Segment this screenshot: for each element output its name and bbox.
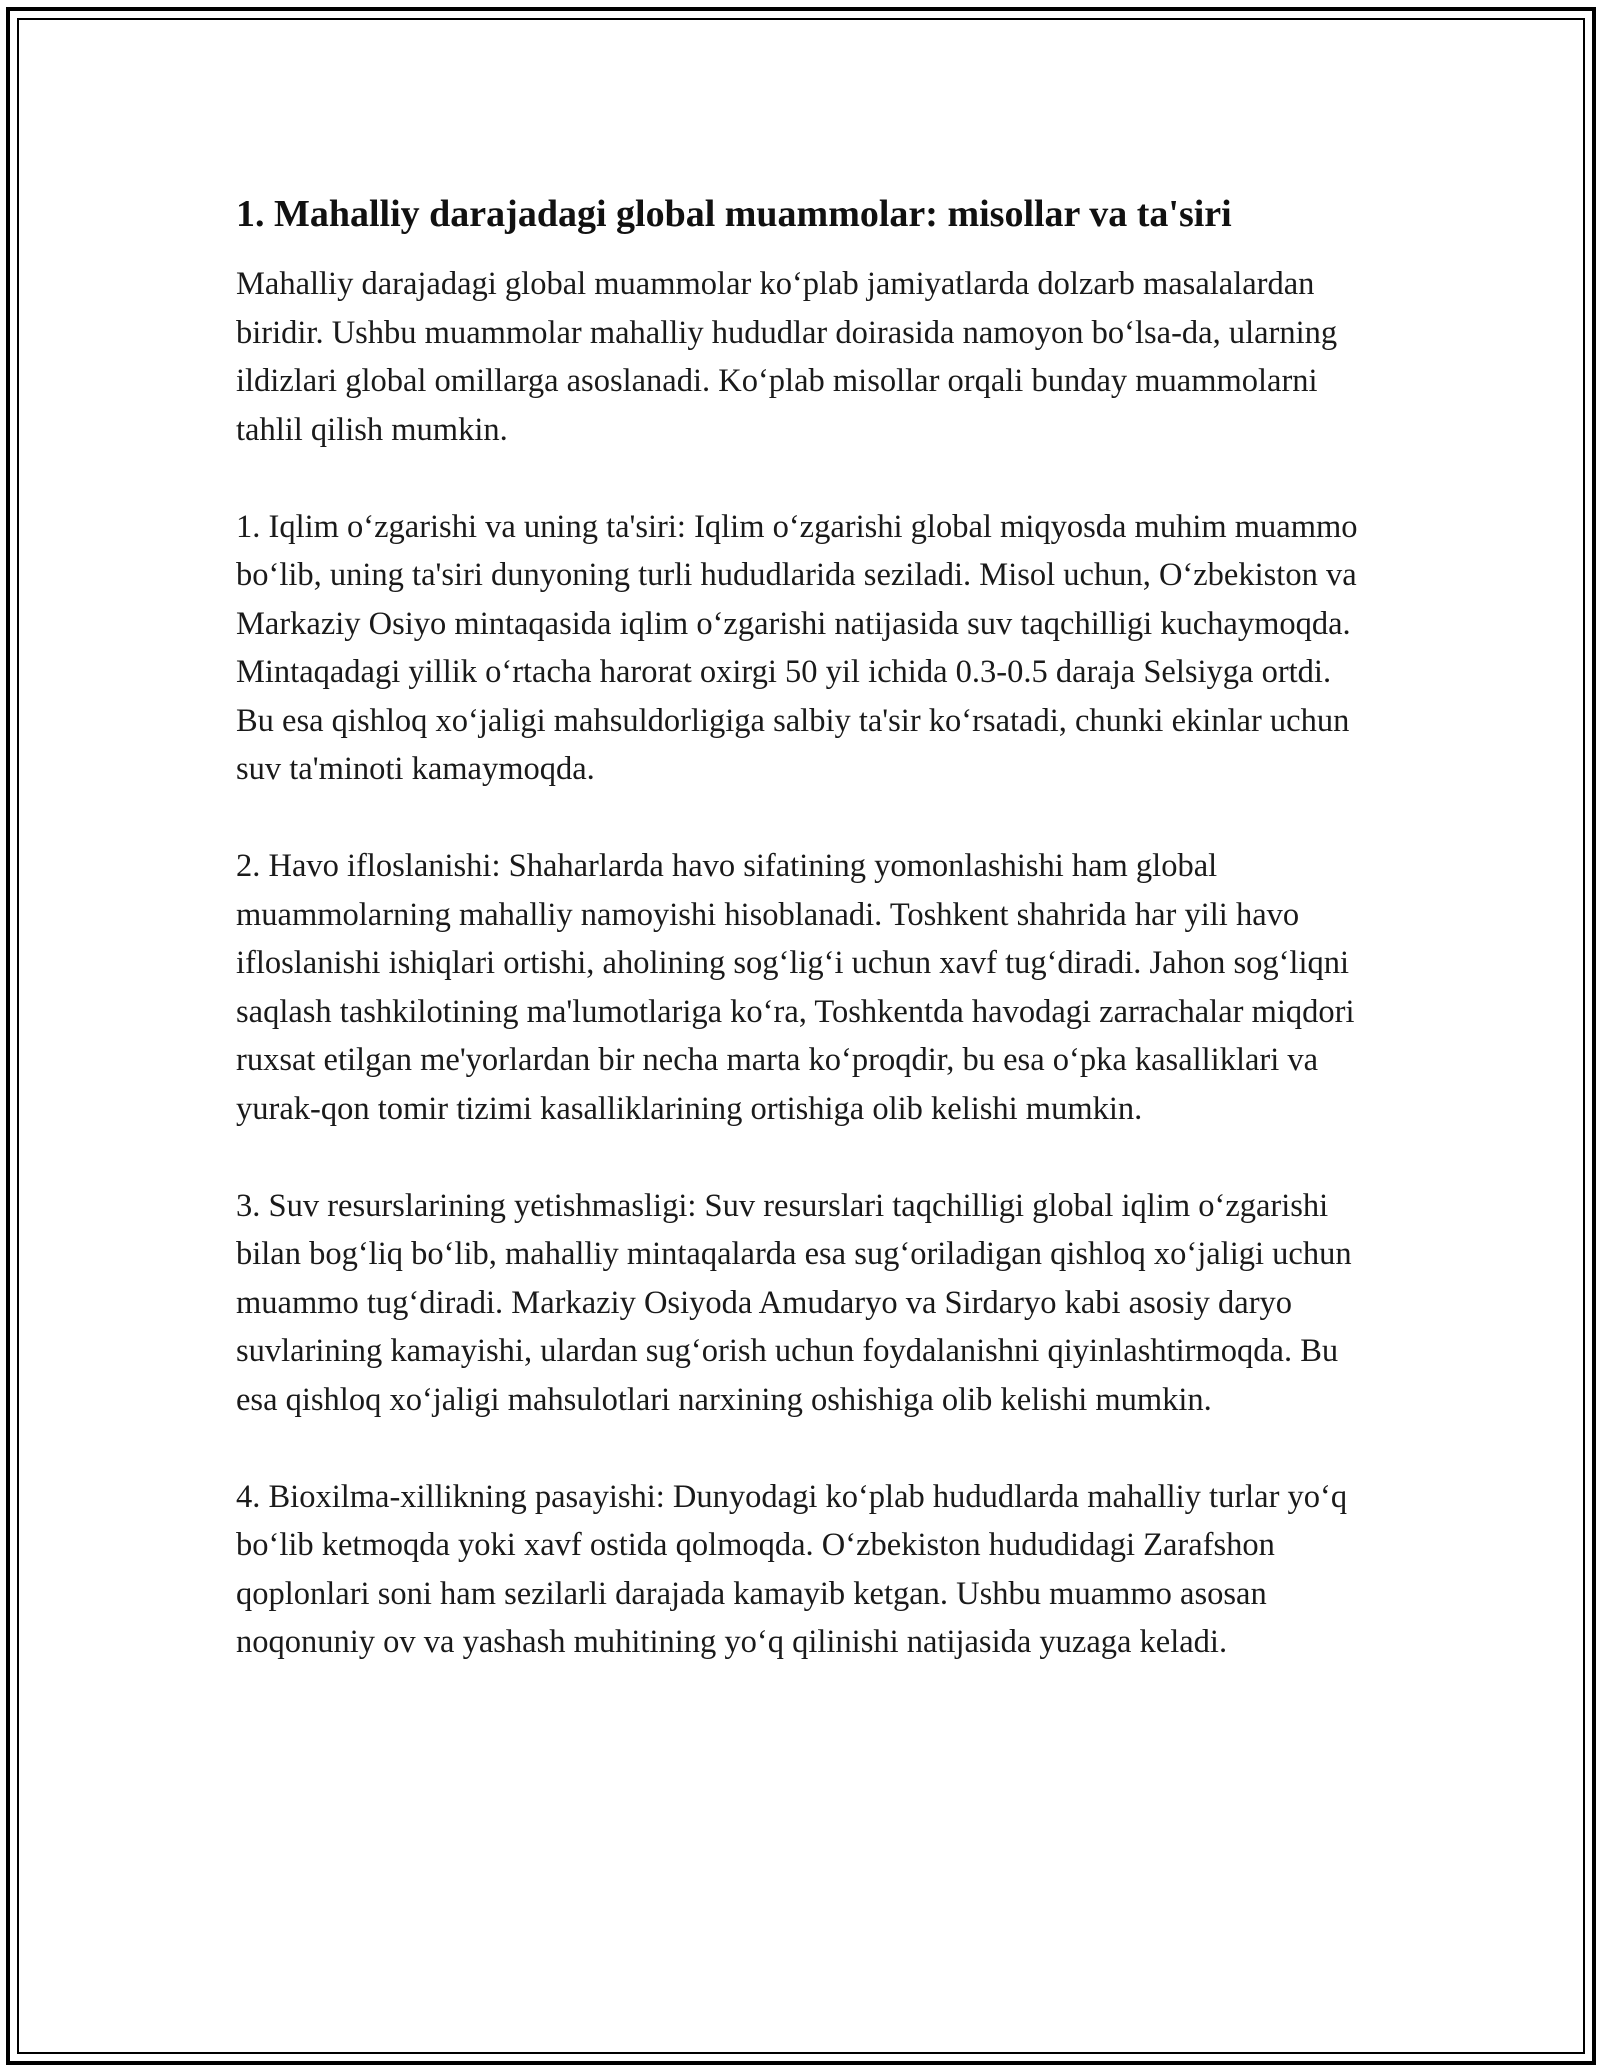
paragraph-water-resources: 3. Suv resurslarining yetishmasligi: Suv resurslari taqchilligi global iqlim o‘zgarishi bilan bog‘liq bo‘lib, mahalliy mintaqalarda esa sug‘oriladigan qishloq xo‘jaligi uchun muammo tug‘diradi. Markaziy Osiyoda Amudaryo va Sirdaryo kabi asosiy daryo suvlarining kamayishi, ulardan sug‘orish uchun foydalanishni qiyinlashtirmoqda. Bu esa qishloq xo‘jaligi mahsulotlari narxining oshishiga olib kelishi mumkin. [236,1187,1352,1418]
paragraph-biodiversity: 4. Bioxilma-xillikning pasayishi: Dunyodagi ko‘plab hududlarda mahalliy turlar yo‘q bo‘lib ketmoqda yoki xavf ostida qolmoqda. O‘zbekiston hududidagi Zarafshon qoplonlari soni ham sezilarli darajada kamayib ketgan. Ushbu muammo asosan noqonuniy ov va yashash muhitining yo‘q qilinishi natijasida yuzaga keladi. [236,1478,1348,1660]
paragraph-climate-change: 1. Iqlim o‘zgarishi va uning ta'siri: Iqlim o‘zgarishi global miqyosda muhim muammo bo‘lib, uning ta'siri dunyoning turli hududlarida seziladi. Misol uchun, O‘zbekiston va Markaziy Osiyo mintaqasida iqlim o‘zgarishi natijasida suv taqchilligi kuchaymoqda. Mintaqadagi yillik o‘rtacha harorat oxirgi 50 yil ichida 0.3-0.5 daraja Selsiyga ortdi. Bu esa qishloq xo‘jaligi mahsuldorligiga salbiy ta'sir ko‘rsatadi, chunki ekinlar uchun suv ta'minoti kamaymoqda. [236,508,1358,787]
intro-paragraph: Mahalliy darajadagi global muammolar ko‘plab jamiyatlarda dolzarb masalalardan biridir. Ushbu muammolar mahalliy hududlar doirasida namoyon bo‘lsa-da, ularning ildizlari global omillarga asoslanadi. Ko‘plab misollar orqali bunday muammolarni tahlil qilish mumkin. [236,266,1338,448]
document-body [236,186,1376,1715]
paragraph-air-pollution: 2. Havo ifloslanishi: Shaharlarda havo sifatining yomonlashishi ham global muammolarning mahalliy namoyishi hisoblanadi. Toshkent shahrida har yili havo ifloslanishi ishiqlari ortishi, aholining sog‘lig‘i uchun xavf tug‘diradi. Jahon sog‘liqni saqlash tashkilotining ma'lumotlariga ko‘ra, Toshkentda havodagi zarrachalar miqdori ruxsat etilgan me'yorlardan bir necha marta ko‘proqdir, bu esa o‘pka kasalliklari va yurak-qon tomir tizimi kasalliklarining ortishiga olib kelishi mumkin. [236,848,1355,1127]
document-title: 1. Mahalliy darajadagi global muammolar: misollar va ta'siri [236,193,1232,235]
